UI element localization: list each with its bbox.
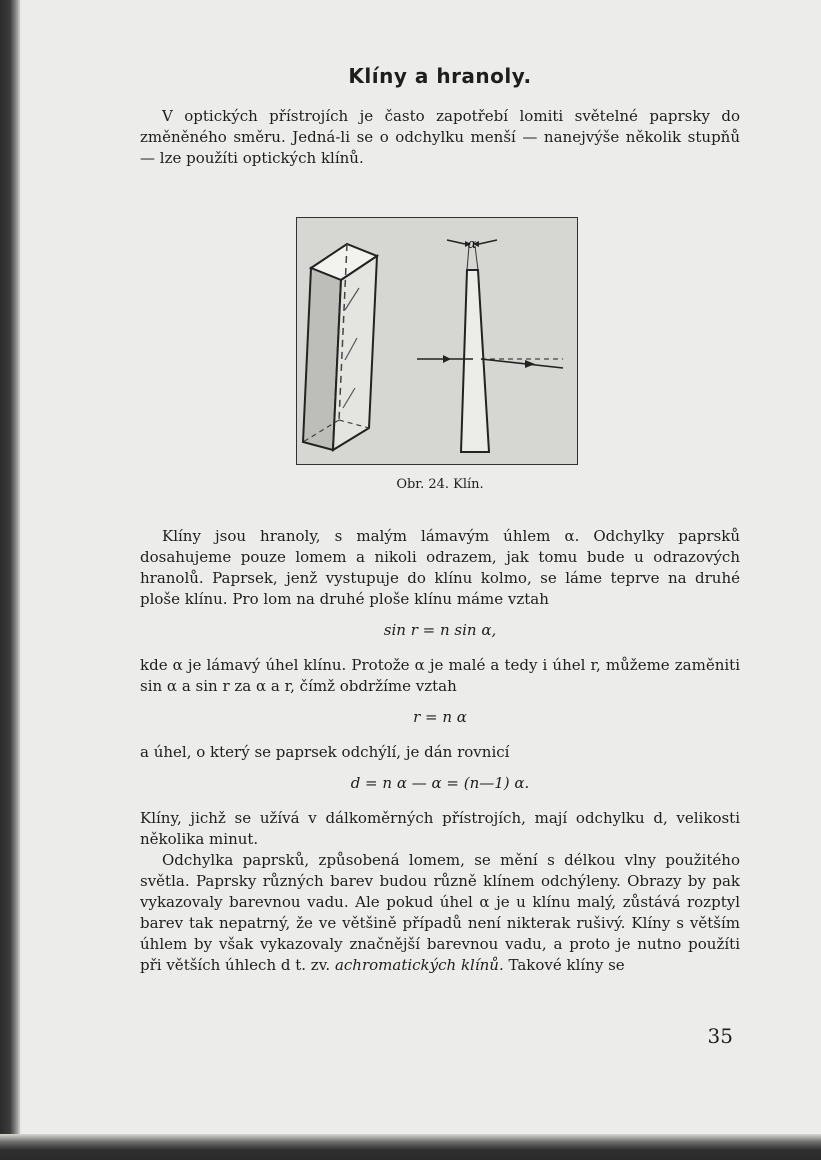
paragraph-2: Klíny jsou hranoly, s malým lámavým úhlem α. Odchylky paprsků dosahujeme pouze lomem a nikoli odrazem, jak tomu bude u odrazových hranolů. Paprsek, jenž vystupuje do klínu kolmo, se láme teprve na druhé ploše klínu. Pro lom na druhé ploše klínu máme vztah: [140, 527, 740, 608]
scan-edge-bottom: [0, 1134, 821, 1160]
paragraph-6: [140, 850, 740, 976]
alpha-label: α: [467, 237, 477, 252]
wedge-3d-drawing: [303, 244, 377, 450]
figure-caption: Obr. 24. Klín.: [396, 477, 484, 492]
page-number: 35: [707, 1024, 733, 1048]
intro-paragraph: V optických přístrojích je často zapotřebí lomiti světelné paprsky do změněného směru. Jedná-li se o odchylku menší — nanejvýše několik stupňů — lze použíti optických klínů.: [140, 107, 740, 167]
paragraph-4: a úhel, o který se paprsek odchýlí, je dán rovnicí: [140, 743, 510, 761]
paragraph-6-end: Takové klíny se: [508, 956, 625, 974]
paragraph-5: Klíny, jichž se užívá v dálkoměrných přístrojích, mají odchylku d, velikosti několika minut.: [140, 809, 740, 848]
book-page: [22, 0, 821, 1134]
wedge-illustration: [297, 218, 577, 464]
page-title: Klíny a hranoly.: [348, 64, 532, 88]
achromatic-wedges-term: achromatických klínů.: [334, 956, 504, 974]
paragraph-3: kde α je lámavý úhel klínu. Protože α je malé a tedy i úhel r, můžeme zaměniti sin α a sin r za α a r, čímž obdržíme vztah: [140, 656, 740, 695]
wedge-figure: [296, 217, 578, 465]
page-content: [140, 64, 740, 976]
equation-3: d = n α — α = (n—1) α.: [350, 774, 530, 792]
paragraph-6-start: Odchylka paprsků, způsobená lomem, se mění s délkou vlny použitého světla. Paprsky různých barev budou různě klínem odchýleny. Obrazy by pak vykazovaly barevnou vadu. Ale pokud úhel α je u klínu malý, zůstává rozptyl barev tak nepatrný, že ve většině případů není nikterak rušivý. Klíny s větším úhlem by však vykazovaly značnější barevnou vadu, a proto je nutno použíti při větších úhlech d t. zv.: [140, 851, 740, 974]
equation-1: sin r = n sin α,: [383, 621, 497, 639]
scan-edge-left: [0, 0, 20, 1160]
equation-2: r = n α: [413, 708, 467, 726]
